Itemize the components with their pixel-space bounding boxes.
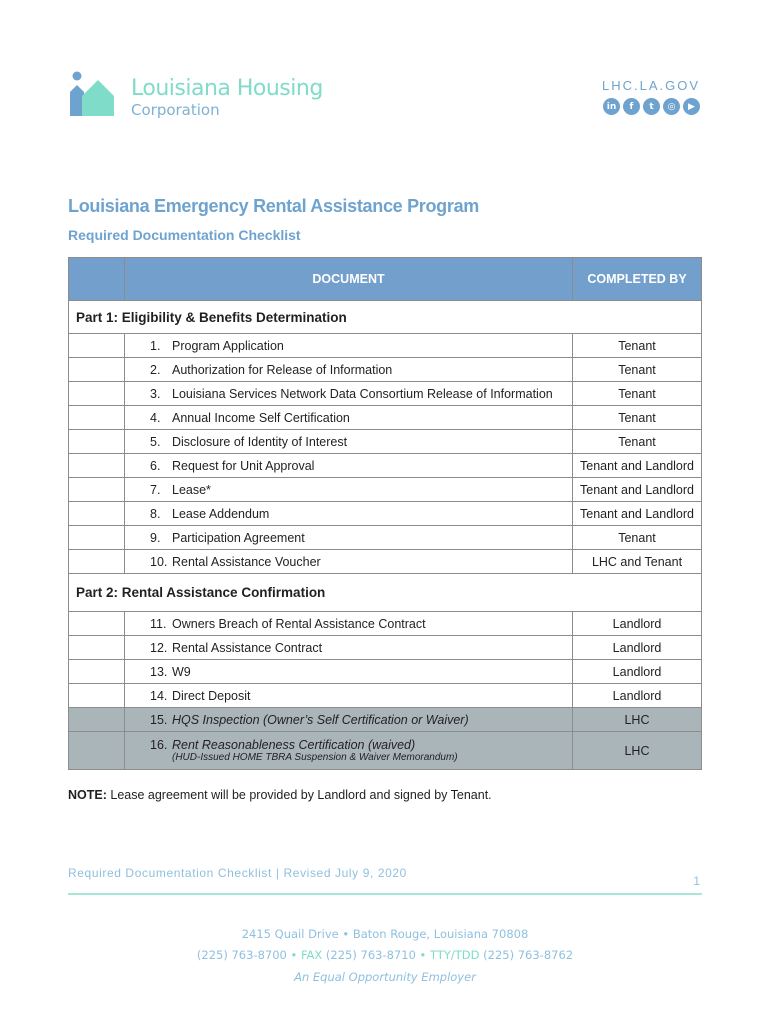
- header-blank-cell: [69, 258, 125, 301]
- row-number: 16.: [150, 738, 168, 752]
- footer-contacts: [0, 948, 770, 962]
- row-number: 10.: [150, 554, 168, 569]
- org-sub: Corporation: [131, 101, 220, 119]
- checklist-table: [68, 257, 702, 770]
- row-completed-by: Tenant: [573, 382, 702, 406]
- youtube-icon[interactable]: ▶: [683, 98, 700, 115]
- fax: (225) 763-8710: [322, 948, 416, 962]
- header-document: DOCUMENT: [125, 258, 573, 301]
- row-document: Lease*: [172, 482, 211, 497]
- note-label: NOTE:: [68, 788, 107, 802]
- row-completed-by: LHC: [573, 732, 702, 770]
- table-row: [69, 526, 702, 550]
- row-document: Rental Assistance Voucher: [172, 554, 321, 569]
- website-link[interactable]: LHC.LA.GOV: [601, 78, 700, 93]
- table-row: [69, 732, 702, 770]
- footer-address: 2415 Quail Drive • Baton Rouge, Louisiana 70808: [241, 927, 529, 941]
- fax-label: FAX: [300, 948, 323, 962]
- table-row: [69, 478, 702, 502]
- part1-title: Part 1: Eligibility & Benefits Determination: [69, 301, 702, 334]
- row-completed-by: Tenant: [573, 406, 702, 430]
- row-number: 7.: [150, 482, 161, 497]
- row-document: Program Application: [172, 338, 284, 353]
- header-completed-by: COMPLETED BY: [573, 258, 702, 301]
- tty-label: TTY/TDD: [430, 948, 480, 962]
- row-document: Request for Unit Approval: [172, 458, 315, 473]
- row-completed-by: Tenant: [573, 526, 702, 550]
- table-row: [69, 708, 702, 732]
- note: [68, 788, 492, 802]
- row-completed-by: LHC and Tenant: [573, 550, 702, 574]
- table-row: [69, 550, 702, 574]
- row-number: 9.: [150, 530, 161, 545]
- table-row: [69, 684, 702, 708]
- separator: •: [415, 948, 430, 962]
- row-number: 15.: [150, 712, 168, 727]
- part2-title: Part 2: Rental Assistance Confirmation: [69, 574, 702, 612]
- tty: (225) 763-8762: [479, 948, 574, 962]
- footer-doc-info: Required Documentation Checklist | Revised July 9, 2020: [68, 866, 407, 880]
- instagram-icon[interactable]: ◎: [663, 98, 680, 115]
- row-document-note: (HUD-Issued HOME TBRA Suspension & Waiver Memorandum): [172, 752, 458, 763]
- row-completed-by: LHC: [573, 708, 702, 732]
- row-document: Annual Income Self Certification: [172, 410, 350, 425]
- row-number: 11.: [150, 616, 167, 631]
- row-number: 3.: [150, 386, 161, 401]
- footer-divider: [68, 893, 702, 895]
- table-row: [69, 636, 702, 660]
- table-row: [69, 660, 702, 684]
- row-number: 14.: [150, 688, 168, 703]
- table-row: [69, 612, 702, 636]
- row-number: 6.: [150, 458, 161, 473]
- table-row: [69, 454, 702, 478]
- row-completed-by: Tenant and Landlord: [573, 454, 702, 478]
- row-number: 2.: [150, 362, 161, 377]
- row-document: W9: [172, 664, 191, 679]
- row-completed-by: Tenant and Landlord: [573, 478, 702, 502]
- table-row: [69, 430, 702, 454]
- row-number: 13.: [150, 664, 168, 679]
- phone: (225) 763-8700: [196, 948, 287, 962]
- twitter-icon[interactable]: t: [643, 98, 660, 115]
- page-title: Louisiana Emergency Rental Assistance Program: [68, 196, 479, 216]
- row-number: 1.: [150, 338, 161, 353]
- row-document: Rental Assistance Contract: [172, 640, 323, 655]
- row-document: Lease Addendum: [172, 506, 270, 521]
- note-text: Lease agreement will be provided by Landlord and signed by Tenant.: [106, 788, 492, 802]
- page-subtitle: Required Documentation Checklist: [68, 227, 301, 243]
- row-completed-by: Tenant: [573, 358, 702, 382]
- row-completed-by: Tenant: [573, 430, 702, 454]
- row-document: Owners Breach of Rental Assistance Contract: [172, 616, 426, 631]
- row-document: Authorization for Release of Information: [172, 362, 393, 377]
- social-links: [603, 98, 700, 115]
- row-document: Participation Agreement: [172, 530, 305, 545]
- lhc-logo: [68, 70, 328, 122]
- row-document: Rent Reasonableness Certification (waived): [172, 738, 416, 752]
- row-document: Louisiana Services Network Data Consortium Release of Information: [172, 386, 553, 401]
- row-completed-by: Landlord: [573, 684, 702, 708]
- table-row: [69, 502, 702, 526]
- row-completed-by: Tenant: [573, 334, 702, 358]
- separator: •: [286, 948, 301, 962]
- footer-employer: An Equal Opportunity Employer: [294, 970, 476, 984]
- page-number: 1: [693, 874, 700, 888]
- facebook-icon[interactable]: f: [623, 98, 640, 115]
- org-name: Louisiana Housing: [131, 76, 323, 101]
- row-completed-by: Tenant and Landlord: [573, 502, 702, 526]
- row-document: Disclosure of Identity of Interest: [172, 434, 348, 449]
- table-row: [69, 382, 702, 406]
- row-number: 12.: [150, 640, 168, 655]
- table-row: [69, 358, 702, 382]
- row-completed-by: Landlord: [573, 660, 702, 684]
- row-completed-by: Landlord: [573, 636, 702, 660]
- row-completed-by: Landlord: [573, 612, 702, 636]
- house-logo-icon: [68, 70, 118, 118]
- linkedin-icon[interactable]: in: [603, 98, 620, 115]
- row-document: Direct Deposit: [172, 688, 251, 703]
- row-number: 4.: [150, 410, 161, 425]
- row-number: 8.: [150, 506, 161, 521]
- table-row: [69, 334, 702, 358]
- row-number: 5.: [150, 434, 161, 449]
- table-row: [69, 406, 702, 430]
- row-document: HQS Inspection (Owner’s Self Certification or Waiver): [172, 712, 469, 727]
